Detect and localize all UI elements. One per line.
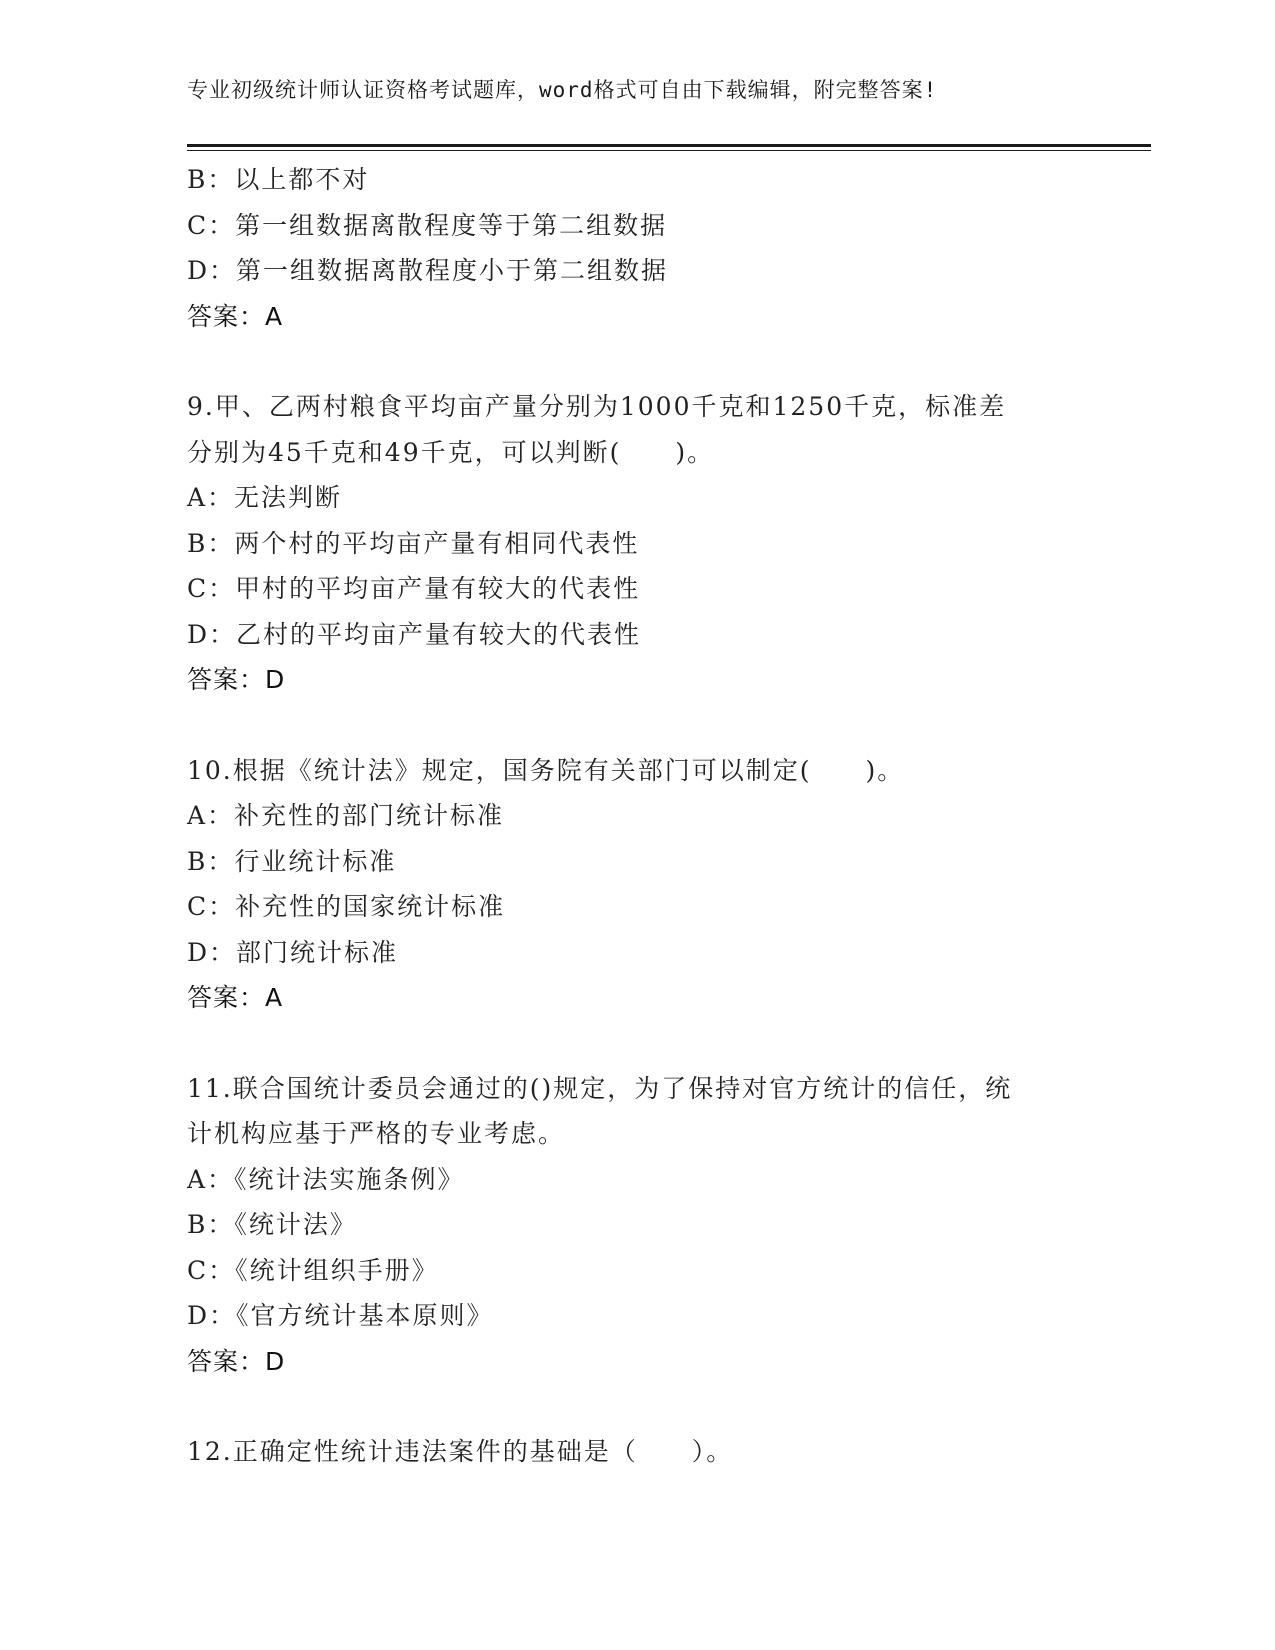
option-b: B：行业统计标准 xyxy=(187,846,397,876)
question-10 xyxy=(187,748,1087,1021)
answer: 答案：A xyxy=(187,983,284,1012)
question-stem: 12.正确定性统计违法案件的基础是（ ）。 xyxy=(187,1437,734,1466)
option-d: D：部门统计标准 xyxy=(187,937,399,967)
option-b: B：以上都不对 xyxy=(187,165,370,194)
option-a: A：补充性的部门统计标准 xyxy=(187,801,505,830)
question-stem: 计机构应基于严格的专业考虑。 xyxy=(187,1119,566,1148)
option-a: A：无法判断 xyxy=(187,483,343,512)
question-8-tail xyxy=(187,157,1087,339)
option-d: D：《官方统计基本原则》 xyxy=(187,1301,494,1330)
header-rule-thin xyxy=(187,150,1151,151)
option-d: D：乙村的平均亩产量有较大的代表性 xyxy=(187,619,642,649)
document-body xyxy=(187,157,1087,1475)
question-11 xyxy=(187,1066,1087,1385)
option-c: C：补充性的国家统计标准 xyxy=(187,892,506,921)
option-b: B：《统计法》 xyxy=(187,1210,357,1239)
question-stem: 分别为45千克和49千克，可以判断( )。 xyxy=(187,437,715,467)
page-header: 专业初级统计师认证资格考试题库，word格式可自由下载编辑，附完整答案! xyxy=(187,78,938,102)
option-a: A：《统计法实施条例》 xyxy=(187,1164,465,1194)
option-c: C：《统计组织手册》 xyxy=(187,1255,439,1285)
option-c: C：第一组数据离散程度等于第二组数据 xyxy=(187,210,668,240)
question-9 xyxy=(187,384,1087,703)
question-12 xyxy=(187,1429,1087,1475)
option-c: C：甲村的平均亩产量有较大的代表性 xyxy=(187,574,641,603)
header-rule xyxy=(187,144,1151,147)
answer: 答案：D xyxy=(187,1346,286,1376)
option-d: D：第一组数据离散程度小于第二组数据 xyxy=(187,256,669,285)
question-stem: 9.甲、乙两村粮食平均亩产量分别为1000千克和1250千克，标准差 xyxy=(187,392,1007,421)
answer: 答案：D xyxy=(187,665,286,694)
option-b: B：两个村的平均亩产量有相同代表性 xyxy=(187,528,640,558)
question-stem: 10.根据《统计法》规定，国务院有关部门可以制定( )。 xyxy=(187,755,905,785)
answer: 答案：A xyxy=(187,301,284,331)
question-stem: 11.联合国统计委员会通过的()规定，为了保持对官方统计的信任，统 xyxy=(187,1073,1013,1103)
